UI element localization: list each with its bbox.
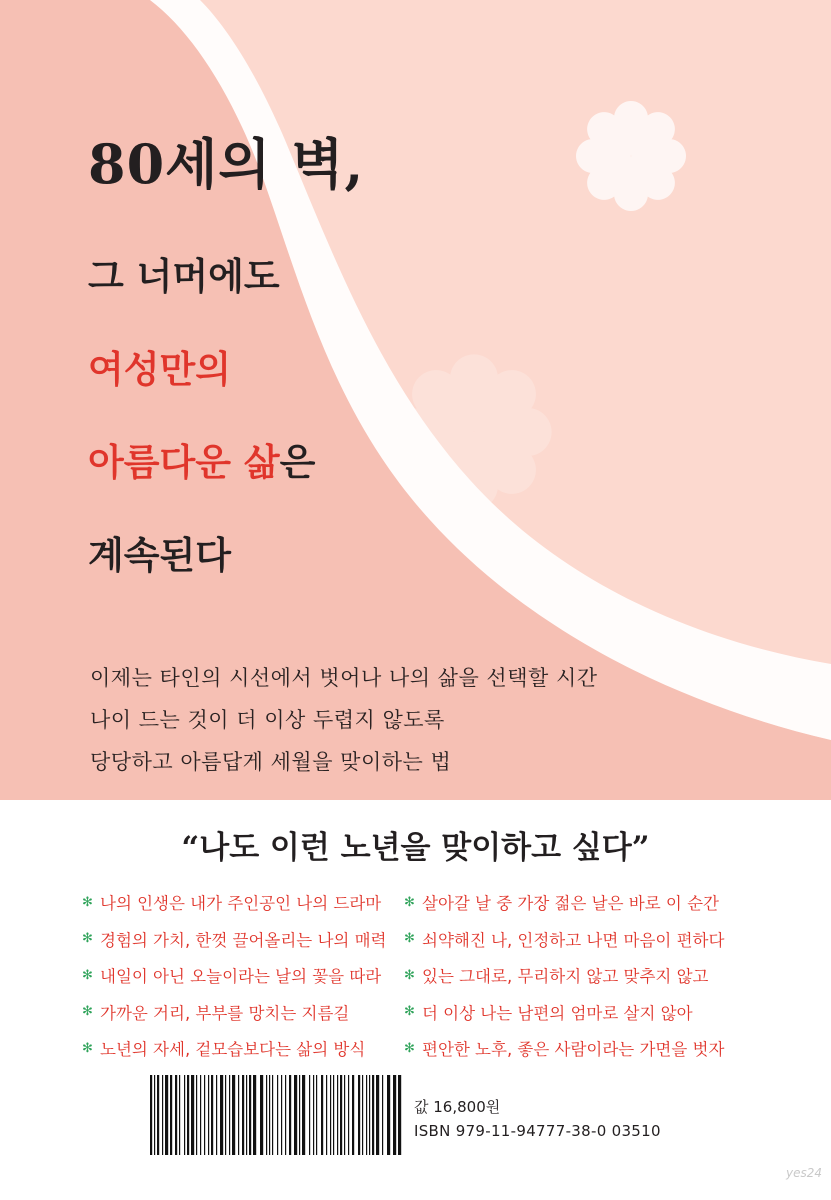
barcode-bar [369, 1075, 370, 1155]
flower-ornament-icon [555, 80, 707, 232]
barcode-bar [150, 1075, 152, 1155]
asterisk-icon: ✻ [404, 1040, 415, 1056]
barcode-bar [294, 1075, 297, 1155]
barcode-bar [277, 1075, 278, 1155]
asterisk-icon: ✻ [404, 1004, 415, 1020]
list-item [82, 957, 387, 994]
watermark-logo: yes24 [786, 1166, 823, 1180]
list-item [404, 921, 724, 958]
barcode-bar [253, 1075, 256, 1155]
barcode-bar [272, 1075, 273, 1155]
headline-line-1: 80세의 벽, [88, 132, 365, 196]
headline-line-2: 그 너머에도 [88, 254, 280, 298]
barcode-bar [333, 1075, 334, 1155]
headline-line-3: 여성만의 [88, 347, 231, 391]
barcode-bar [352, 1075, 354, 1155]
barcode-bar [376, 1075, 379, 1155]
list-item [82, 994, 387, 1031]
barcode-bar [316, 1075, 317, 1155]
asterisk-icon: ✻ [82, 967, 93, 983]
asterisk-icon: ✻ [82, 894, 93, 910]
barcode-bar [313, 1075, 314, 1155]
barcode-bar [330, 1075, 331, 1155]
isbn-label: ISBN 979-11-94777-38-0 03510 [414, 1122, 661, 1140]
barcode-bar [238, 1075, 239, 1155]
headline-line-4 [88, 432, 315, 486]
barcode-bar [398, 1075, 401, 1155]
barcode-bar [179, 1075, 180, 1155]
barcode-bar [326, 1075, 327, 1155]
barcode-bar [200, 1075, 201, 1155]
price-label: 값 16,800원 [414, 1098, 501, 1116]
barcode-bar [299, 1075, 300, 1155]
barcode-bar [165, 1075, 168, 1155]
barcode-bar [340, 1075, 342, 1155]
headline-line-4-rest: 은 [279, 440, 316, 484]
flower-ornament-icon [366, 324, 582, 540]
barcode-bar [358, 1075, 360, 1155]
barcode-bar [170, 1075, 172, 1155]
barcode-bar [285, 1075, 286, 1155]
barcode-bar [321, 1075, 323, 1155]
barcode-bar [246, 1075, 247, 1155]
barcode-bar [337, 1075, 338, 1155]
barcode-bar [362, 1075, 363, 1155]
barcode-bar [309, 1075, 310, 1155]
list-item [82, 884, 387, 921]
bullet-list-left [82, 884, 387, 1067]
barcode-bar [175, 1075, 177, 1155]
intro-line-3: 당당하고 아름답게 세월을 맞이하는 법 [90, 750, 452, 774]
barcode-bar [232, 1075, 235, 1155]
barcode-bar [191, 1075, 194, 1155]
list-item-text: 노년의 자세, 겉모습보다는 삶의 방식 [100, 1040, 366, 1060]
barcode-bar [393, 1075, 396, 1155]
asterisk-icon: ✻ [82, 931, 93, 947]
barcode-bar [281, 1075, 282, 1155]
list-item-text: 살아갈 날 중 가장 젊은 날은 바로 이 순간 [422, 894, 719, 914]
barcode-bar [225, 1075, 226, 1155]
asterisk-icon: ✻ [404, 894, 415, 910]
list-item-text: 있는 그대로, 무리하지 않고 맞추지 않고 [422, 967, 709, 987]
intro-line-2: 나이 드는 것이 더 이상 두렵지 않도록 [90, 708, 445, 732]
list-item-text: 나의 인생은 내가 주인공인 나의 드라마 [100, 894, 382, 914]
list-item [404, 994, 724, 1031]
barcode-bar [204, 1075, 205, 1155]
list-item-text: 경험의 가치, 한껏 끌어올리는 나의 매력 [100, 930, 387, 950]
headline-line-5: 계속된다 [88, 533, 231, 577]
barcode-bar [196, 1075, 197, 1155]
barcode-bar [211, 1075, 213, 1155]
barcode-bar [366, 1075, 367, 1155]
list-item [404, 957, 724, 994]
barcode-bar [154, 1075, 155, 1155]
barcode-bar [229, 1075, 230, 1155]
barcode-bar [162, 1075, 163, 1155]
barcode-bar [220, 1075, 223, 1155]
barcode-bar [269, 1075, 270, 1155]
barcode-bar [266, 1075, 267, 1155]
list-item-text: 편안한 노후, 좋은 사람이라는 가면을 벗자 [422, 1040, 725, 1060]
intro-line-1: 이제는 타인의 시선에서 벗어나 나의 삶을 선택할 시간 [90, 666, 598, 690]
barcode-bar [216, 1075, 217, 1155]
list-item-text: 가까운 거리, 부부를 망치는 지름길 [100, 1003, 350, 1023]
barcode-bar [260, 1075, 263, 1155]
bullet-list-right [404, 884, 724, 1067]
asterisk-icon: ✻ [82, 1004, 93, 1020]
barcode-bar [387, 1075, 390, 1155]
barcode-bar [242, 1075, 244, 1155]
list-item-text: 쇠약해진 나, 인정하고 나면 마음이 편하다 [422, 930, 725, 950]
list-item [404, 1030, 724, 1067]
barcode-bar [289, 1075, 291, 1155]
asterisk-icon: ✻ [82, 1040, 93, 1056]
list-item-text: 내일이 아닌 오늘이라는 날의 꽃을 따라 [100, 967, 382, 987]
list-item-text: 더 이상 나는 남편의 엄마로 살지 않아 [422, 1003, 693, 1023]
barcode-bar [302, 1075, 305, 1155]
barcode-bar [348, 1075, 349, 1155]
headline-line-4-highlight: 아름다운 삶 [88, 440, 280, 484]
barcode-bar [157, 1075, 159, 1155]
barcode-bar [372, 1075, 374, 1155]
barcode [148, 1075, 403, 1155]
barcode-bar [382, 1075, 383, 1155]
list-item [404, 884, 724, 921]
asterisk-icon: ✻ [404, 931, 415, 947]
asterisk-icon: ✻ [404, 967, 415, 983]
barcode-bar [344, 1075, 345, 1155]
barcode-bar [208, 1075, 209, 1155]
barcode-bar [184, 1075, 185, 1155]
barcode-bar [249, 1075, 251, 1155]
list-item [82, 921, 387, 958]
list-item [82, 1030, 387, 1067]
barcode-bar [187, 1075, 189, 1155]
pull-quote: “나도 이런 노년을 맞이하고 싶다” [181, 830, 650, 866]
